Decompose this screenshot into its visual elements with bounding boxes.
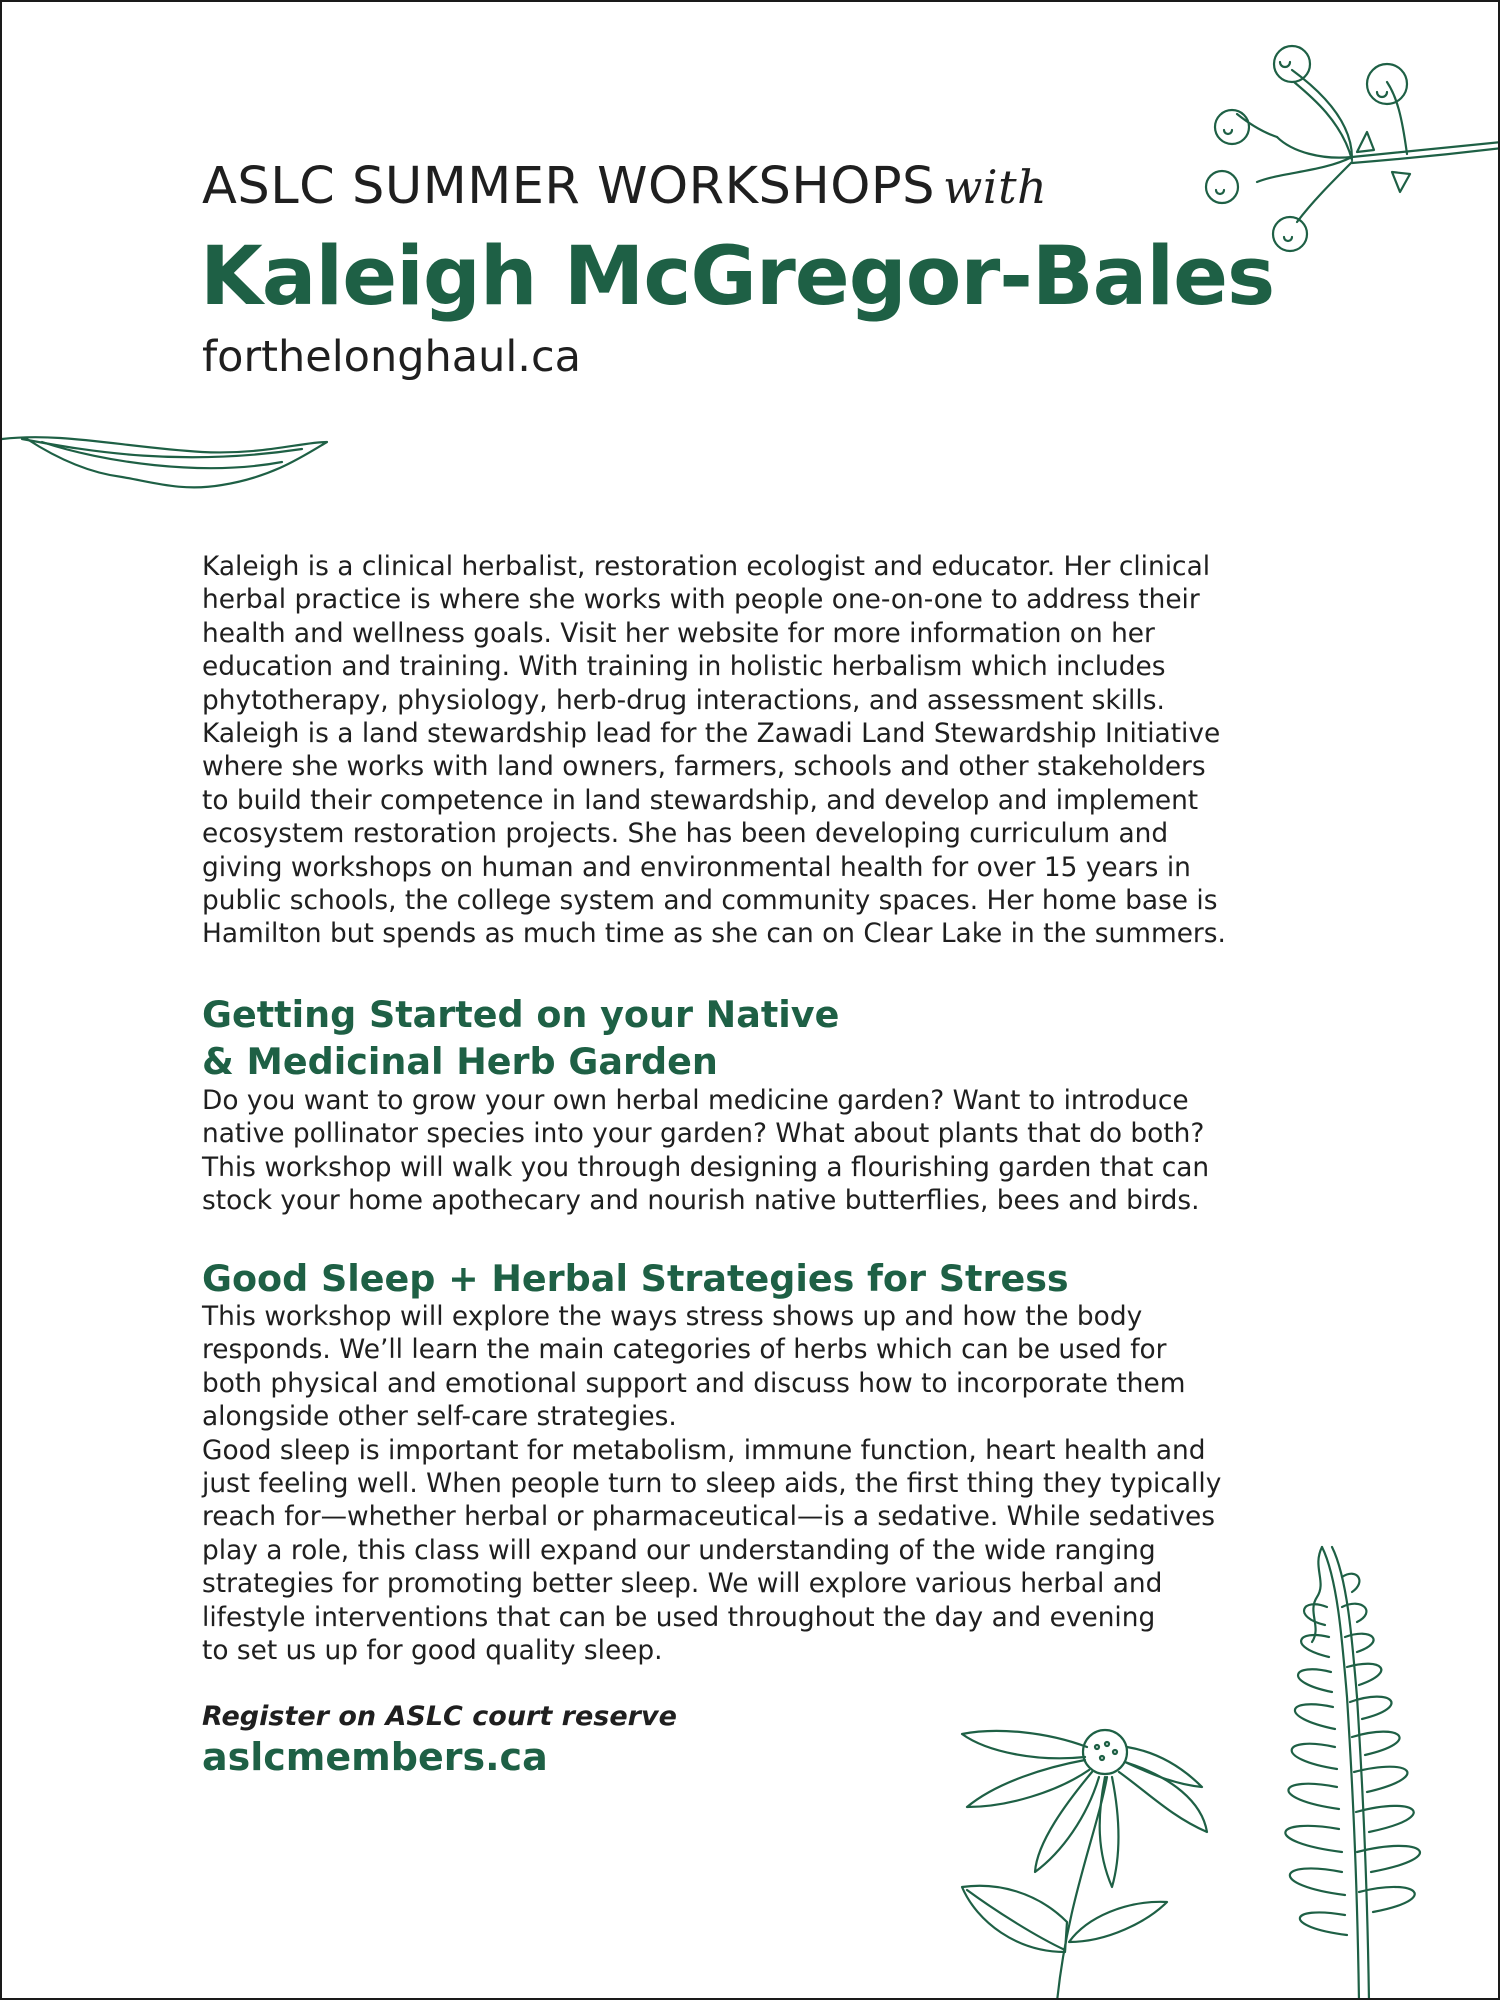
bio-line: education and training. With training in holistic herbalism which includes [202,651,1166,683]
workshop-title-sleep [202,1255,1202,1302]
description-line: This workshop will walk you through designing a flourishing garden that can [202,1151,1210,1183]
instructor-bio [202,550,1282,951]
bio-line: herbal practice is where she works with people one-on-one to address their [202,584,1200,616]
series-heading [202,157,1047,216]
description-line: Do you want to grow your own herbal medicine garden? Want to introduce [202,1085,1189,1116]
bio-line: where she works with land owners, farmers, schools and other stakeholders [202,751,1206,783]
workshop-description-garden [202,1084,1282,1218]
description-line: lifestyle interventions that can be used throughout the day and evening [202,1601,1156,1633]
bio-line: public schools, the college system and community spaces. Her home base is [202,885,1218,917]
description-line: Good sleep is important for metabolism, immune function, heart health and [202,1434,1206,1466]
workshop-title-line: & Medicinal Herb Garden [202,1040,718,1083]
registration-label: Register on ASLC court reserve [202,1701,677,1732]
description-line: stock your home apothecary and nourish native butterflies, bees and birds. [202,1185,1200,1217]
workshop-title-line: Good Sleep + Herbal Strategies for Stress [202,1257,1069,1300]
workshop-description-sleep [202,1300,1282,1667]
description-line: to set us up for good quality sleep. [202,1635,663,1667]
description-line: just feeling well. When people turn to sleep aids, the first thing they typically [202,1468,1222,1500]
bio-line: giving workshops on human and environmental health for over 15 years in [202,851,1191,883]
series-title: ASLC SUMMER WORKSHOPS [202,157,936,216]
description-line: alongside other self-care strategies. [202,1401,677,1433]
description-line: play a role, this class will expand our understanding of the wide ranging [202,1534,1156,1566]
bio-line: Kaleigh is a clinical herbalist, restoration ecologist and educator. Her clinical [202,551,1211,582]
instructor-website-link[interactable]: forthelonghaul.ca [202,332,581,382]
bio-line: phytotherapy, physiology, herb-drug interactions, and assessment skills. [202,684,1165,716]
bio-line: Hamilton but spends as much time as she can on Clear Lake in the summers. [202,918,1226,950]
description-line: both physical and emotional support and discuss how to incorporate them [202,1367,1186,1399]
description-line: native pollinator species into your garden? What about plants that do both? [202,1118,1205,1150]
coneflower-icon [957,1722,1217,2000]
instructor-name: Kaleigh McGregor-Bales [200,230,1275,324]
workshop-title-garden [202,991,1202,1085]
bio-line: Kaleigh is a land stewardship lead for the Zawadi Land Stewardship Initiative [202,718,1221,750]
bio-line: to build their competence in land stewardship, and develop and implement [202,784,1199,816]
with-word: with [943,160,1048,214]
description-line: This workshop will explore the ways stress shows up and how the body [202,1301,1143,1332]
registration-link[interactable]: aslcmembers.ca [202,1735,548,1779]
bio-line: health and wellness goals. Visit her website for more information on her [202,617,1155,649]
description-line: strategies for promoting better sleep. We will explore various herbal and [202,1568,1163,1600]
description-line: reach for—whether herbal or pharmaceutical—is a sedative. While sedatives [202,1501,1215,1533]
bio-line: ecosystem restoration projects. She has been developing curriculum and [202,818,1169,850]
leaf-icon [2,427,332,497]
berry-branch-icon [1202,42,1500,262]
description-line: responds. We’ll learn the main categories of herbs which can be used for [202,1334,1167,1366]
workshop-title-line: Getting Started on your Native [202,993,840,1036]
